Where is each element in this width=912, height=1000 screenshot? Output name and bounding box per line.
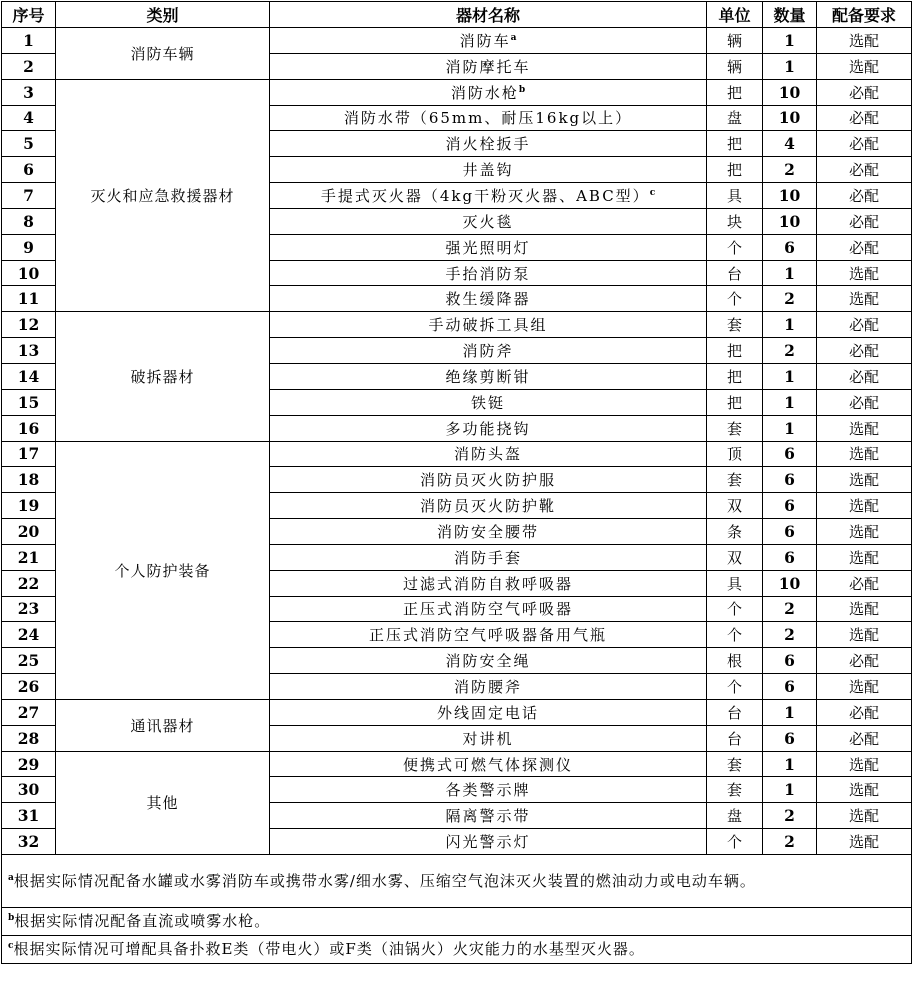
equipment-name-text: 消防斧 bbox=[462, 342, 514, 361]
footnote-mark: a bbox=[8, 872, 14, 883]
equipment-name-text: 铁铤 bbox=[470, 393, 505, 412]
quantity-cell: 2 bbox=[763, 803, 817, 829]
requirement-cell: 选配 bbox=[817, 53, 912, 79]
equipment-name bbox=[270, 131, 707, 157]
unit-cell: 台 bbox=[707, 260, 763, 286]
equipment-name-text: 消火栓扳手 bbox=[445, 135, 531, 154]
equipment-name-text: 各类警示牌 bbox=[445, 781, 531, 800]
unit-cell: 根 bbox=[707, 648, 763, 674]
unit-cell: 把 bbox=[707, 79, 763, 105]
equipment-name-text: 手动破拆工具组 bbox=[428, 316, 548, 335]
unit-cell: 套 bbox=[707, 751, 763, 777]
unit-cell: 辆 bbox=[707, 53, 763, 79]
requirement-cell: 选配 bbox=[817, 519, 912, 545]
unit-cell: 个 bbox=[707, 286, 763, 312]
requirement-cell: 选配 bbox=[817, 286, 912, 312]
requirement-cell: 必配 bbox=[817, 338, 912, 364]
requirement-cell: 选配 bbox=[817, 415, 912, 441]
footnote-row bbox=[2, 855, 912, 908]
requirement-cell: 必配 bbox=[817, 157, 912, 183]
row-number: 17 bbox=[2, 441, 56, 467]
footnote-text bbox=[2, 855, 912, 908]
row-number: 11 bbox=[2, 286, 56, 312]
footnotes bbox=[2, 855, 912, 964]
category-cell: 灭火和应急救援器材 bbox=[56, 79, 270, 312]
equipment-name bbox=[270, 260, 707, 286]
quantity-cell: 6 bbox=[763, 493, 817, 519]
requirement-cell: 选配 bbox=[817, 28, 912, 54]
quantity-cell: 6 bbox=[763, 519, 817, 545]
quantity-cell: 2 bbox=[763, 157, 817, 183]
row-number: 31 bbox=[2, 803, 56, 829]
quantity-cell: 1 bbox=[763, 415, 817, 441]
row-number: 1 bbox=[2, 28, 56, 54]
header-qty: 数量 bbox=[763, 2, 817, 28]
equipment-name bbox=[270, 725, 707, 751]
header-no: 序号 bbox=[2, 2, 56, 28]
equipment-name bbox=[270, 286, 707, 312]
unit-cell: 个 bbox=[707, 622, 763, 648]
row-number: 29 bbox=[2, 751, 56, 777]
quantity-cell: 10 bbox=[763, 183, 817, 209]
unit-cell: 具 bbox=[707, 183, 763, 209]
unit-cell: 盘 bbox=[707, 803, 763, 829]
unit-cell: 个 bbox=[707, 234, 763, 260]
equipment-name bbox=[270, 28, 707, 54]
row-number: 9 bbox=[2, 234, 56, 260]
unit-cell: 把 bbox=[707, 338, 763, 364]
requirement-cell: 必配 bbox=[817, 363, 912, 389]
category-cell: 其他 bbox=[56, 751, 270, 854]
requirement-cell: 选配 bbox=[817, 260, 912, 286]
row-number: 19 bbox=[2, 493, 56, 519]
quantity-cell: 2 bbox=[763, 622, 817, 648]
quantity-cell: 4 bbox=[763, 131, 817, 157]
requirement-cell: 选配 bbox=[817, 674, 912, 700]
requirement-cell: 选配 bbox=[817, 622, 912, 648]
footnote-row bbox=[2, 936, 912, 964]
equipment-name bbox=[270, 338, 707, 364]
requirement-cell: 选配 bbox=[817, 777, 912, 803]
equipment-name-text: 消防安全绳 bbox=[445, 652, 531, 671]
equipment-name-text: 多功能挠钩 bbox=[445, 419, 531, 438]
equipment-name-text: 消防水枪 bbox=[450, 83, 519, 102]
table-row bbox=[2, 441, 912, 467]
row-number: 14 bbox=[2, 363, 56, 389]
row-number: 25 bbox=[2, 648, 56, 674]
quantity-cell: 6 bbox=[763, 441, 817, 467]
requirement-cell: 选配 bbox=[817, 467, 912, 493]
header-req: 配备要求 bbox=[817, 2, 912, 28]
row-number: 24 bbox=[2, 622, 56, 648]
unit-cell: 把 bbox=[707, 157, 763, 183]
footnote-mark: b bbox=[8, 913, 15, 923]
requirement-cell: 必配 bbox=[817, 105, 912, 131]
equipment-name bbox=[270, 53, 707, 79]
equipment-name bbox=[270, 415, 707, 441]
footnote-marker: c bbox=[649, 187, 656, 198]
quantity-cell: 10 bbox=[763, 105, 817, 131]
equipment-name bbox=[270, 157, 707, 183]
requirement-cell: 选配 bbox=[817, 803, 912, 829]
equipment-name bbox=[270, 79, 707, 105]
requirement-cell: 必配 bbox=[817, 79, 912, 105]
quantity-cell: 6 bbox=[763, 674, 817, 700]
equipment-name-text: 消防手套 bbox=[453, 548, 522, 567]
unit-cell: 顶 bbox=[707, 441, 763, 467]
row-number: 4 bbox=[2, 105, 56, 131]
quantity-cell: 1 bbox=[763, 699, 817, 725]
equipment-name-text: 消防员灭火防护靴 bbox=[419, 497, 556, 516]
row-number: 8 bbox=[2, 208, 56, 234]
row-number: 27 bbox=[2, 699, 56, 725]
equipment-name-text: 井盖钩 bbox=[462, 161, 514, 180]
footnote-marker: b bbox=[518, 84, 526, 95]
equipment-name-text: 强光照明灯 bbox=[445, 238, 531, 257]
category-cell: 破拆器材 bbox=[56, 312, 270, 441]
quantity-cell: 6 bbox=[763, 234, 817, 260]
footnote-text bbox=[2, 908, 912, 936]
equipment-name bbox=[270, 441, 707, 467]
row-number: 18 bbox=[2, 467, 56, 493]
header-row bbox=[2, 2, 912, 28]
requirement-cell: 选配 bbox=[817, 544, 912, 570]
row-number: 28 bbox=[2, 725, 56, 751]
unit-cell: 套 bbox=[707, 467, 763, 493]
table-row bbox=[2, 79, 912, 105]
equipment-name bbox=[270, 699, 707, 725]
equipment-name bbox=[270, 234, 707, 260]
equipment-name bbox=[270, 363, 707, 389]
unit-cell: 台 bbox=[707, 725, 763, 751]
equipment-name-text: 消防车 bbox=[459, 31, 511, 50]
table-body bbox=[2, 28, 912, 855]
category-cell: 消防车辆 bbox=[56, 28, 270, 80]
requirement-cell: 选配 bbox=[817, 596, 912, 622]
unit-cell: 套 bbox=[707, 415, 763, 441]
row-number: 5 bbox=[2, 131, 56, 157]
category-cell: 个人防护装备 bbox=[56, 441, 270, 699]
quantity-cell: 1 bbox=[763, 28, 817, 54]
row-number: 20 bbox=[2, 519, 56, 545]
equipment-name bbox=[270, 183, 707, 209]
quantity-cell: 10 bbox=[763, 79, 817, 105]
equipment-name-text: 正压式消防空气呼吸器 bbox=[402, 600, 573, 619]
unit-cell: 把 bbox=[707, 131, 763, 157]
requirement-cell: 必配 bbox=[817, 183, 912, 209]
row-number: 7 bbox=[2, 183, 56, 209]
unit-cell: 把 bbox=[707, 389, 763, 415]
equipment-name bbox=[270, 105, 707, 131]
equipment-name-text: 消防安全腰带 bbox=[436, 522, 539, 541]
unit-cell: 条 bbox=[707, 519, 763, 545]
table-row bbox=[2, 751, 912, 777]
unit-cell: 盘 bbox=[707, 105, 763, 131]
equipment-name-text: 灭火毯 bbox=[462, 212, 514, 231]
row-number: 15 bbox=[2, 389, 56, 415]
requirement-cell: 必配 bbox=[817, 389, 912, 415]
equipment-name-text: 消防摩托车 bbox=[445, 57, 531, 76]
equipment-name bbox=[270, 570, 707, 596]
row-number: 12 bbox=[2, 312, 56, 338]
table-row bbox=[2, 312, 912, 338]
equipment-name-text: 外线固定电话 bbox=[436, 703, 539, 722]
quantity-cell: 1 bbox=[763, 312, 817, 338]
equipment-name-text: 消防头盔 bbox=[453, 445, 522, 464]
header-unit: 单位 bbox=[707, 2, 763, 28]
quantity-cell: 6 bbox=[763, 648, 817, 674]
equipment-name bbox=[270, 208, 707, 234]
row-number: 22 bbox=[2, 570, 56, 596]
header-category: 类别 bbox=[56, 2, 270, 28]
unit-cell: 个 bbox=[707, 829, 763, 855]
equipment-name bbox=[270, 519, 707, 545]
unit-cell: 台 bbox=[707, 699, 763, 725]
row-number: 13 bbox=[2, 338, 56, 364]
requirement-cell: 必配 bbox=[817, 648, 912, 674]
unit-cell: 辆 bbox=[707, 28, 763, 54]
unit-cell: 双 bbox=[707, 544, 763, 570]
quantity-cell: 1 bbox=[763, 260, 817, 286]
equipment-name bbox=[270, 803, 707, 829]
row-number: 16 bbox=[2, 415, 56, 441]
equipment-name-text: 绝缘剪断钳 bbox=[445, 367, 531, 386]
equipment-name-text: 对讲机 bbox=[462, 729, 514, 748]
row-number: 21 bbox=[2, 544, 56, 570]
quantity-cell: 2 bbox=[763, 286, 817, 312]
unit-cell: 套 bbox=[707, 777, 763, 803]
equipment-name bbox=[270, 622, 707, 648]
footnote-text bbox=[2, 936, 912, 964]
row-number: 3 bbox=[2, 79, 56, 105]
requirement-cell: 选配 bbox=[817, 493, 912, 519]
equipment-name bbox=[270, 648, 707, 674]
requirement-cell: 选配 bbox=[817, 441, 912, 467]
row-number: 10 bbox=[2, 260, 56, 286]
quantity-cell: 2 bbox=[763, 338, 817, 364]
quantity-cell: 2 bbox=[763, 829, 817, 855]
quantity-cell: 10 bbox=[763, 570, 817, 596]
table-row bbox=[2, 28, 912, 54]
unit-cell: 具 bbox=[707, 570, 763, 596]
requirement-cell: 必配 bbox=[817, 234, 912, 260]
quantity-cell: 1 bbox=[763, 363, 817, 389]
requirement-cell: 必配 bbox=[817, 570, 912, 596]
footnote-body: 根据实际情况配备水罐或水雾消防车或携带水雾/细水雾、压缩空气泡沫灭火装置的燃油动力或电动车辆。 bbox=[13, 871, 756, 890]
row-number: 32 bbox=[2, 829, 56, 855]
footnote-mark: c bbox=[8, 941, 14, 951]
equipment-table bbox=[1, 1, 912, 964]
row-number: 26 bbox=[2, 674, 56, 700]
requirement-cell: 必配 bbox=[817, 725, 912, 751]
equipment-name bbox=[270, 751, 707, 777]
equipment-name-text: 闪光警示灯 bbox=[445, 833, 531, 852]
quantity-cell: 1 bbox=[763, 389, 817, 415]
equipment-name bbox=[270, 544, 707, 570]
requirement-cell: 选配 bbox=[817, 751, 912, 777]
equipment-name-text: 救生缓降器 bbox=[445, 290, 531, 309]
unit-cell: 双 bbox=[707, 493, 763, 519]
equipment-name bbox=[270, 596, 707, 622]
equipment-name-text: 便携式可燃气体探测仪 bbox=[402, 755, 573, 774]
row-number: 23 bbox=[2, 596, 56, 622]
equipment-name bbox=[270, 389, 707, 415]
equipment-name-text: 手抬消防泵 bbox=[445, 264, 531, 283]
quantity-cell: 1 bbox=[763, 53, 817, 79]
quantity-cell: 1 bbox=[763, 777, 817, 803]
requirement-cell: 选配 bbox=[817, 829, 912, 855]
equipment-name-text: 隔离警示带 bbox=[445, 807, 531, 826]
unit-cell: 把 bbox=[707, 363, 763, 389]
requirement-cell: 必配 bbox=[817, 208, 912, 234]
quantity-cell: 6 bbox=[763, 544, 817, 570]
footnote-marker: a bbox=[510, 32, 517, 43]
quantity-cell: 10 bbox=[763, 208, 817, 234]
unit-cell: 块 bbox=[707, 208, 763, 234]
row-number: 6 bbox=[2, 157, 56, 183]
equipment-name-text: 正压式消防空气呼吸器备用气瓶 bbox=[368, 626, 607, 645]
equipment-name-text: 过滤式消防自救呼吸器 bbox=[402, 574, 573, 593]
equipment-name-text: 消防水带（65mm、耐压16kg以上） bbox=[343, 109, 633, 128]
requirement-cell: 必配 bbox=[817, 312, 912, 338]
unit-cell: 个 bbox=[707, 596, 763, 622]
table-row bbox=[2, 699, 912, 725]
row-number: 30 bbox=[2, 777, 56, 803]
quantity-cell: 1 bbox=[763, 751, 817, 777]
footnote-body: 根据实际情况可增配具备扑救E类（带电火）或F类（油锅火）火灾能力的水基型灭火器。 bbox=[13, 940, 645, 958]
equipment-name bbox=[270, 777, 707, 803]
requirement-cell: 必配 bbox=[817, 131, 912, 157]
equipment-name-text: 手提式灭火器（4kg干粉灭火器、ABC型） bbox=[320, 186, 650, 205]
equipment-name bbox=[270, 312, 707, 338]
quantity-cell: 6 bbox=[763, 467, 817, 493]
equipment-name bbox=[270, 674, 707, 700]
requirement-cell: 必配 bbox=[817, 699, 912, 725]
equipment-name-text: 消防员灭火防护服 bbox=[419, 471, 556, 490]
quantity-cell: 2 bbox=[763, 596, 817, 622]
category-cell: 通讯器材 bbox=[56, 699, 270, 751]
footnote-body: 根据实际情况配备直流或喷雾水枪。 bbox=[14, 912, 271, 930]
unit-cell: 个 bbox=[707, 674, 763, 700]
equipment-name bbox=[270, 829, 707, 855]
equipment-name-text: 消防腰斧 bbox=[453, 678, 522, 697]
equipment-name bbox=[270, 493, 707, 519]
unit-cell: 套 bbox=[707, 312, 763, 338]
row-number: 2 bbox=[2, 53, 56, 79]
equipment-name bbox=[270, 467, 707, 493]
header-name: 器材名称 bbox=[270, 2, 707, 28]
quantity-cell: 6 bbox=[763, 725, 817, 751]
footnote-row bbox=[2, 908, 912, 936]
